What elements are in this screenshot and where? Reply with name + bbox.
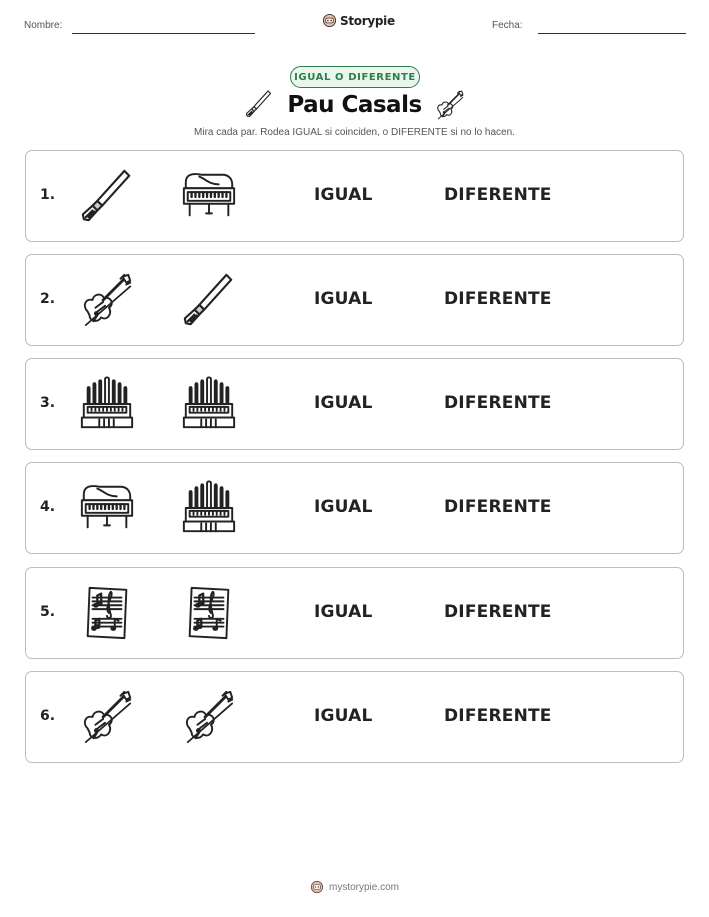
exercise-row-4 bbox=[25, 462, 684, 554]
option-igual[interactable]: IGUAL bbox=[314, 185, 373, 205]
pipe-organ-icon bbox=[78, 375, 136, 433]
violin-icon bbox=[78, 688, 136, 746]
date-label: Fecha: bbox=[492, 20, 523, 31]
option-diferente[interactable]: DIFERENTE bbox=[444, 602, 552, 622]
pipe-organ-icon bbox=[180, 375, 238, 433]
grand-piano-icon bbox=[78, 479, 136, 537]
violin-icon bbox=[434, 89, 466, 121]
row-number: 2. bbox=[40, 291, 56, 307]
storypie-mascot-icon bbox=[310, 880, 324, 894]
pipe-organ-icon bbox=[180, 479, 238, 537]
row-number: 1. bbox=[40, 187, 56, 203]
brand-logo bbox=[322, 13, 395, 28]
footer-url[interactable]: mystorypie.com bbox=[328, 881, 399, 893]
violin-icon bbox=[180, 688, 238, 746]
option-igual[interactable]: IGUAL bbox=[314, 602, 373, 622]
violin-icon bbox=[78, 271, 136, 329]
grand-piano-icon bbox=[180, 167, 238, 225]
option-igual[interactable]: IGUAL bbox=[314, 497, 373, 517]
exercise-row-2 bbox=[25, 254, 684, 346]
option-diferente[interactable]: DIFERENTE bbox=[444, 289, 552, 309]
option-igual[interactable]: IGUAL bbox=[314, 393, 373, 413]
page-title: Pau Casals bbox=[287, 92, 422, 118]
option-diferente[interactable]: DIFERENTE bbox=[444, 393, 552, 413]
brand-name: Storypie bbox=[340, 13, 395, 28]
option-diferente[interactable]: DIFERENTE bbox=[444, 185, 552, 205]
name-label: Nombre: bbox=[24, 20, 63, 31]
exercise-row-6 bbox=[25, 671, 684, 763]
paintbrush-icon bbox=[78, 167, 136, 225]
row-number: 4. bbox=[40, 499, 56, 515]
instructions: Mira cada par. Rodea IGUAL si coinciden, o DIFERENTE si no lo hacen. bbox=[194, 127, 515, 138]
option-diferente[interactable]: DIFERENTE bbox=[444, 706, 552, 726]
name-line[interactable] bbox=[72, 33, 255, 34]
row-number: 6. bbox=[40, 708, 56, 724]
exercise-row-3 bbox=[25, 358, 684, 450]
footer bbox=[0, 880, 709, 894]
option-igual[interactable]: IGUAL bbox=[314, 706, 373, 726]
row-number: 3. bbox=[40, 395, 56, 411]
sheet-music-icon bbox=[180, 584, 238, 642]
row-number: 5. bbox=[40, 604, 56, 620]
option-igual[interactable]: IGUAL bbox=[314, 289, 373, 309]
option-diferente[interactable]: DIFERENTE bbox=[444, 497, 552, 517]
exercise-row-5 bbox=[25, 567, 684, 659]
sheet-music-icon bbox=[78, 584, 136, 642]
storypie-mascot-icon bbox=[322, 13, 337, 28]
worksheet-type-badge: IGUAL O DIFERENTE bbox=[290, 66, 420, 88]
exercise-row-1 bbox=[25, 150, 684, 242]
date-line[interactable] bbox=[538, 33, 686, 34]
paintbrush-icon bbox=[180, 271, 238, 329]
